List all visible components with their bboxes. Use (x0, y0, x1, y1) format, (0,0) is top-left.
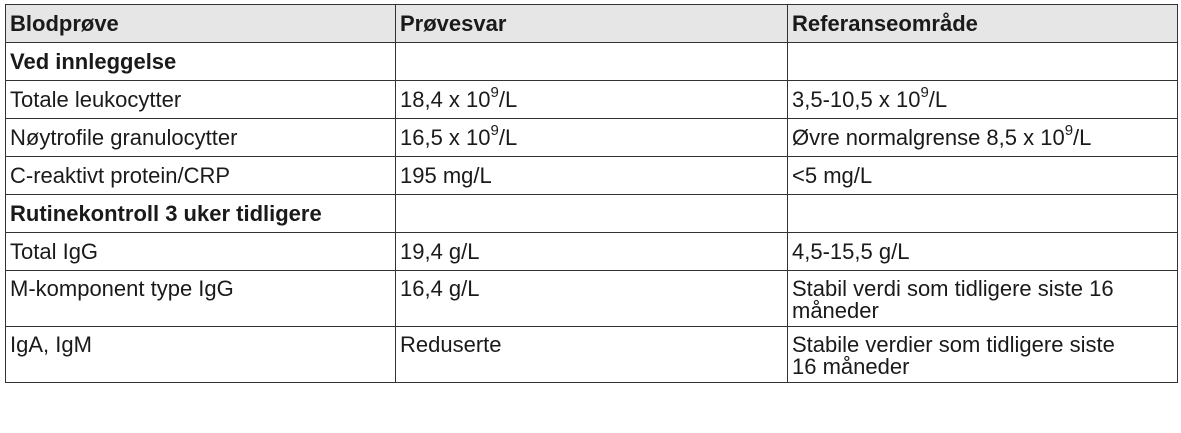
empty-cell (396, 195, 788, 233)
test-result: 18,4 x $10^9/L$ (396, 81, 788, 119)
test-reference: 3,5-10,5 x $10^9/L$ (788, 81, 1178, 119)
empty-cell (788, 43, 1178, 81)
table-row (6, 81, 1178, 119)
section-row (6, 195, 1178, 233)
reference-line: 16 måneder (792, 354, 910, 379)
header-result: Prøvesvar (396, 5, 788, 43)
blood-test-table (5, 4, 1178, 383)
reference-line: Stabile verdier som tidligere siste (792, 332, 1115, 357)
test-result: 16,5 x $10^9/L$ (396, 119, 788, 157)
test-result: 195 mg/L (396, 157, 788, 195)
header-reference-range: Referanseområde (788, 5, 1178, 43)
test-name: Totale leukocytter (6, 81, 396, 119)
section-row (6, 43, 1178, 81)
test-name: Total IgG (6, 233, 396, 271)
table-row (6, 327, 1178, 383)
test-name: IgA, IgM (6, 327, 396, 383)
empty-cell (396, 43, 788, 81)
table-row (6, 233, 1178, 271)
table-row (6, 119, 1178, 157)
section-title: Ved innleggelse (6, 43, 396, 81)
test-result: Reduserte (396, 327, 788, 383)
test-name: C-reaktivt protein/CRP (6, 157, 396, 195)
test-reference (788, 327, 1178, 383)
table-header-row (6, 5, 1178, 43)
test-result: 16,4 g/L (396, 271, 788, 327)
reference-line: Stabil verdi som tidligere siste 16 (792, 276, 1114, 301)
test-reference (788, 271, 1178, 327)
empty-cell (788, 195, 1178, 233)
test-reference: <5 mg/L (788, 157, 1178, 195)
test-reference: Øvre normalgrense 8,5 x $10^9/L$ (788, 119, 1178, 157)
test-name: Nøytrofile granulocytter (6, 119, 396, 157)
reference-line: måneder (792, 298, 879, 323)
header-blood-test: Blodprøve (6, 5, 396, 43)
section-title: Rutinekontroll 3 uker tidligere (6, 195, 396, 233)
table-row (6, 157, 1178, 195)
test-reference: 4,5-15,5 g/L (788, 233, 1178, 271)
test-name: M-komponent type IgG (6, 271, 396, 327)
test-result: 19,4 g/L (396, 233, 788, 271)
table-row (6, 271, 1178, 327)
